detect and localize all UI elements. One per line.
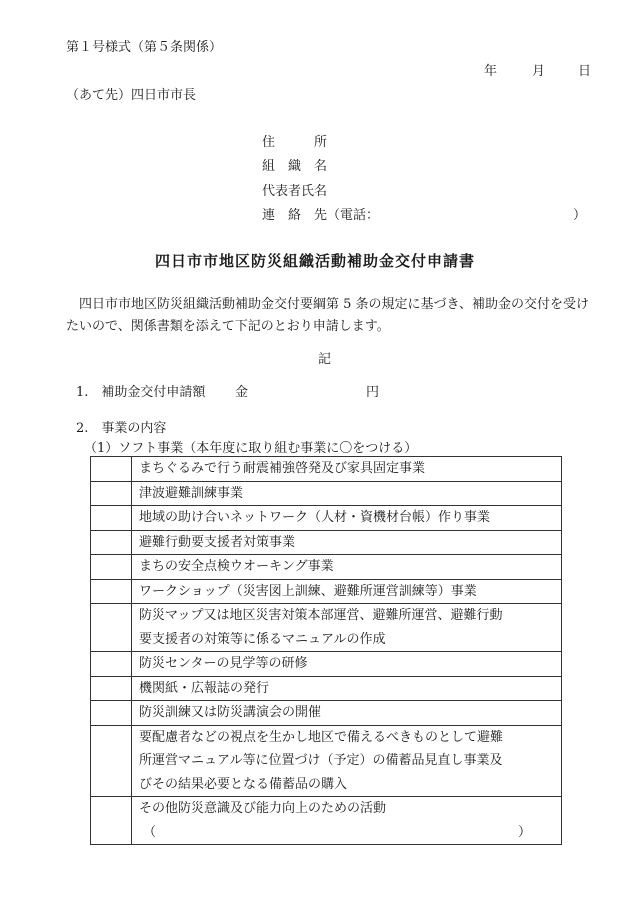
project-name-cell bbox=[132, 481, 562, 506]
form-number: 第１号様式（第５条関係） bbox=[66, 40, 223, 55]
table-row bbox=[91, 481, 562, 506]
project-name-cell bbox=[132, 555, 562, 580]
soft-projects-table bbox=[90, 456, 562, 845]
check-mark-cell[interactable] bbox=[91, 701, 132, 726]
table-row bbox=[91, 555, 562, 580]
project-name-cell bbox=[132, 676, 562, 701]
check-mark-cell[interactable] bbox=[91, 530, 132, 555]
table-row bbox=[91, 530, 562, 555]
check-mark-cell[interactable] bbox=[91, 506, 132, 531]
document-title: 四日市市地区防災組織活動補助金交付申請書 bbox=[154, 252, 475, 270]
project-name-line: 避難行動要支援者対策事業 bbox=[139, 534, 296, 550]
ki-heading: 記 bbox=[318, 352, 332, 367]
check-mark-cell[interactable] bbox=[91, 797, 132, 845]
contact-close-paren: ） bbox=[573, 208, 587, 223]
close-paren: ） bbox=[517, 824, 531, 840]
project-name-line: まちの安全点検ウオーキング事業 bbox=[139, 559, 334, 574]
project-name-line: 地域の助け合いネットワーク（人材・資機材台帳）作り事業 bbox=[139, 510, 491, 525]
soft-projects-heading: （1）ソフト事業（本年度に取り組む事業に〇をつける） bbox=[84, 441, 418, 456]
table-row bbox=[91, 579, 562, 604]
table-row bbox=[91, 652, 562, 677]
intro-paragraph: 四日市市地区防災組織活動補助金交付要綱第 5 条の規定に基づき、補助金の交付を受けたいので、関係書類を添えて下記のとおり申請します。 bbox=[66, 297, 590, 334]
project-name-line: 防災マップ又は地区災害対策本部運営、避難所運営、避難行動 bbox=[139, 608, 503, 623]
project-name-cell bbox=[132, 530, 562, 555]
project-name-line: 津波避難訓練事業 bbox=[139, 485, 244, 501]
project-name-line: 要配慮者などの視点を生かし地区で備えるべきものとして避難 bbox=[139, 729, 504, 745]
table-row bbox=[91, 676, 562, 701]
project-name-cell bbox=[132, 797, 562, 845]
project-name-line: びその結果必要となる備蓄品の購入 bbox=[139, 776, 348, 792]
project-name-cell bbox=[132, 457, 562, 482]
section2-label: 2. 事業の内容 bbox=[76, 421, 167, 436]
addressee: （あて先）四日市市長 bbox=[66, 88, 197, 103]
date-day-label: 日 bbox=[578, 64, 592, 79]
contact-label: 連 絡 先（電話： bbox=[262, 208, 380, 223]
date-year-label: 年 bbox=[484, 64, 498, 79]
check-mark-cell[interactable] bbox=[91, 579, 132, 604]
project-name-cell bbox=[132, 701, 562, 726]
other-activity-input[interactable] bbox=[139, 821, 561, 845]
project-name-line: まちぐるみで行う耐震補強啓発及び家具固定事業 bbox=[139, 461, 426, 476]
check-mark-cell[interactable] bbox=[91, 676, 132, 701]
amount-yen-label: 円 bbox=[366, 385, 380, 400]
table-row bbox=[91, 604, 562, 652]
check-mark-cell[interactable] bbox=[91, 457, 132, 482]
table-row bbox=[91, 725, 562, 797]
table-row bbox=[91, 701, 562, 726]
date-month-label: 月 bbox=[532, 64, 546, 79]
project-name-cell bbox=[132, 652, 562, 677]
check-mark-cell[interactable] bbox=[91, 481, 132, 506]
project-name-line: 要支援者の対策等に係るマニュアルの作成 bbox=[139, 631, 386, 647]
project-name-line: 防災訓練又は防災講演会の開催 bbox=[139, 705, 322, 720]
table-row bbox=[91, 506, 562, 531]
table-row bbox=[91, 457, 562, 482]
check-mark-cell[interactable] bbox=[91, 725, 132, 797]
address-label: 住 所 bbox=[262, 135, 328, 150]
project-name-cell bbox=[132, 604, 562, 652]
check-mark-cell[interactable] bbox=[91, 604, 132, 652]
check-mark-cell[interactable] bbox=[91, 652, 132, 677]
project-name-cell bbox=[132, 506, 562, 531]
organization-label: 組 織 名 bbox=[262, 159, 328, 174]
table-row bbox=[91, 797, 562, 845]
check-mark-cell[interactable] bbox=[91, 555, 132, 580]
project-name-line: 機関紙・広報誌の発行 bbox=[139, 680, 270, 696]
project-name-line: ワークショップ（災害図上訓練、避難所運営訓練等）事業 bbox=[139, 583, 477, 599]
project-name-line: その他防災意識及び能力向上のための活動 bbox=[139, 801, 387, 816]
open-paren: （ bbox=[143, 824, 157, 840]
project-name-line: 所運営マニュアル等に位置づけ（予定）の備蓄品見直し事業及 bbox=[139, 753, 503, 768]
representative-label: 代表者氏名 bbox=[262, 184, 328, 199]
project-name-line: 防災センターの見学等の研修 bbox=[139, 656, 308, 671]
amount-kin-label: 金 bbox=[235, 385, 249, 400]
project-name-cell bbox=[132, 725, 562, 797]
project-name-cell bbox=[132, 579, 562, 604]
section1-label: 1. 補助金交付申請額 bbox=[76, 385, 206, 400]
